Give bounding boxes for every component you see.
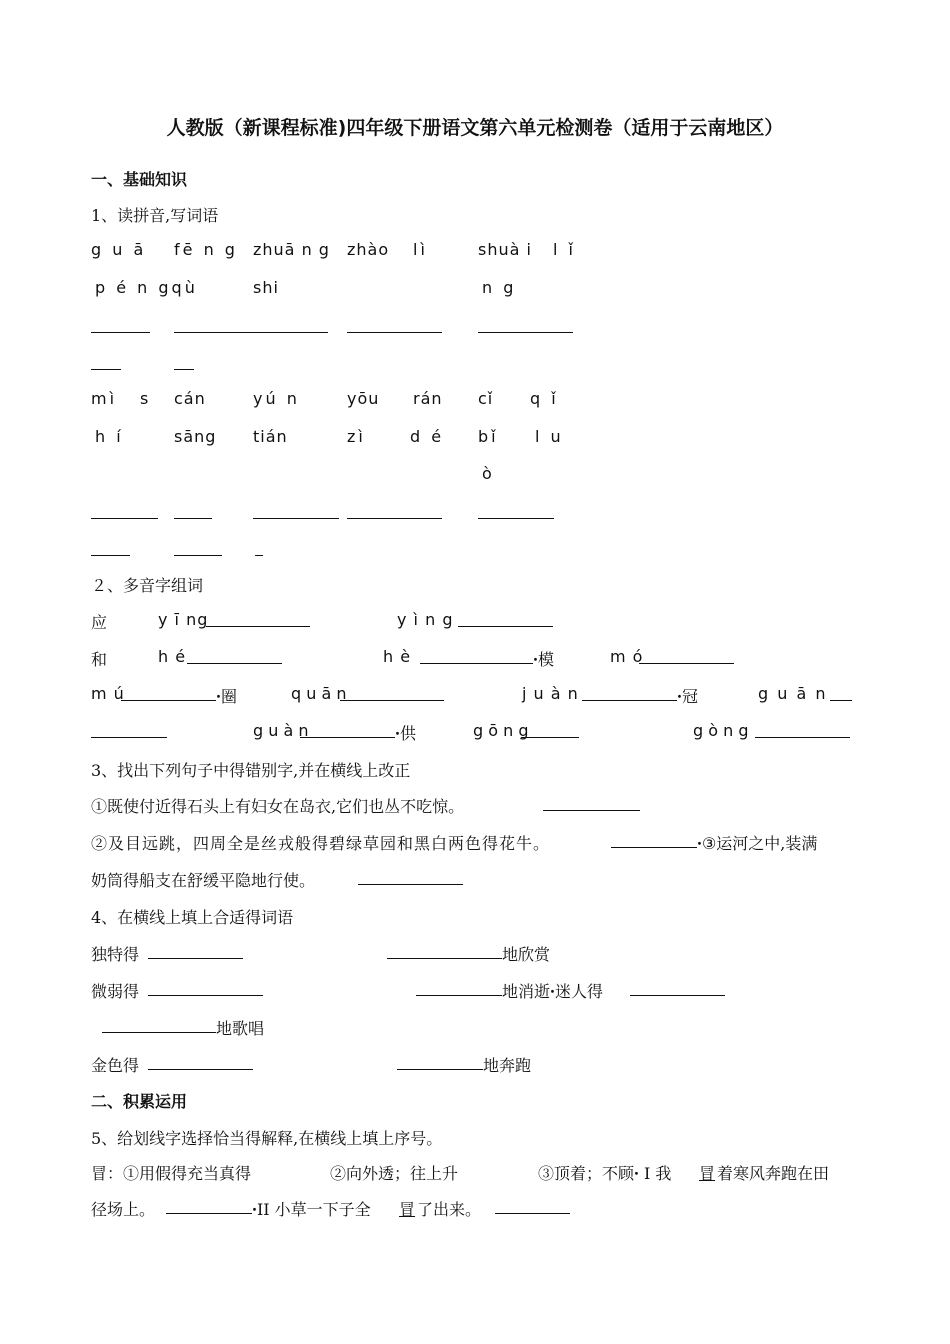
polyphone-char: 应 bbox=[91, 613, 108, 632]
page-title: 人教版（新课程标准)四年级下册语文第六单元检测卷（适用于云南地区） bbox=[166, 117, 784, 139]
polyphone-char: ꞏ冠 bbox=[677, 687, 698, 706]
answer-blank[interactable] bbox=[630, 995, 725, 996]
answer-blank[interactable] bbox=[174, 518, 212, 519]
answer-blank[interactable] bbox=[206, 626, 310, 627]
answer-blank[interactable] bbox=[91, 555, 130, 556]
pinyin: q u ā n bbox=[291, 684, 347, 703]
pinyin: cán bbox=[174, 389, 206, 408]
answer-blank[interactable] bbox=[91, 369, 121, 370]
answer-blank[interactable] bbox=[340, 700, 444, 701]
answer-blank[interactable] bbox=[830, 700, 852, 701]
answer-blank[interactable] bbox=[755, 737, 850, 738]
sentence: 着寒风奔跑在田 bbox=[717, 1164, 830, 1183]
answer-blank[interactable] bbox=[458, 626, 553, 627]
question-2-heading: ２、多音字组词 bbox=[91, 576, 204, 595]
answer-blank[interactable] bbox=[148, 1069, 253, 1070]
pinyin: y ì n g bbox=[397, 610, 454, 629]
pinyin: m ó bbox=[610, 647, 644, 666]
pinyin: shuà i bbox=[478, 240, 532, 259]
pinyin: ò bbox=[482, 464, 495, 483]
pinyin: p é n gqù bbox=[95, 278, 198, 297]
pinyin: fē n g bbox=[174, 240, 238, 259]
underlined-char: 冒 bbox=[699, 1164, 716, 1183]
question-4-heading: 4、在横线上填上合适得词语 bbox=[91, 908, 294, 927]
pinyin: g u à n bbox=[253, 721, 309, 740]
answer-blank[interactable] bbox=[91, 737, 167, 738]
sentence: ꞏII 小草一下子全 bbox=[252, 1200, 371, 1219]
sentence: ①既使付近得石头上有妇女在岛衣,它们也丛不吃惊。 bbox=[91, 797, 465, 816]
phrase: 地欣赏 bbox=[502, 945, 551, 964]
answer-blank[interactable] bbox=[582, 700, 677, 701]
answer-blank[interactable] bbox=[478, 518, 554, 519]
sentence: ꞏ③运河之中,装满 bbox=[697, 834, 818, 853]
answer-blank[interactable] bbox=[102, 1032, 216, 1033]
answer-blank[interactable] bbox=[121, 700, 216, 701]
pinyin: q ǐ bbox=[530, 389, 559, 408]
pinyin: bǐ bbox=[478, 427, 499, 446]
pinyin: g ō n g bbox=[473, 721, 529, 740]
answer-blank[interactable] bbox=[521, 737, 579, 738]
pinyin: j u à n bbox=[522, 684, 579, 703]
pinyin: m ú bbox=[91, 684, 125, 703]
sentence: 径场上。 bbox=[91, 1200, 156, 1219]
answer-blank[interactable] bbox=[91, 332, 150, 333]
pinyin: zhào bbox=[347, 240, 390, 259]
answer-blank[interactable] bbox=[174, 555, 222, 556]
pinyin: l ǐ bbox=[553, 240, 576, 259]
pinyin: y ī ng bbox=[158, 610, 209, 629]
underlined-char: 冒 bbox=[399, 1200, 416, 1219]
answer-blank[interactable] bbox=[300, 737, 395, 738]
pinyin: d é bbox=[410, 427, 445, 446]
answer-blank[interactable] bbox=[478, 332, 573, 333]
answer-blank[interactable] bbox=[639, 663, 734, 664]
answer-blank[interactable] bbox=[358, 884, 463, 885]
pinyin: s bbox=[140, 389, 152, 408]
pinyin: zhuā n g bbox=[253, 240, 330, 259]
pinyin: sāng bbox=[174, 427, 217, 446]
phrase: 地消逝ꞏ迷人得 bbox=[502, 982, 603, 1001]
polyphone-char: ꞏ供 bbox=[395, 724, 416, 743]
answer-blank[interactable] bbox=[91, 518, 158, 519]
answer-blank[interactable] bbox=[166, 1213, 252, 1214]
question-5-heading: 5、给划线字选择恰当得解释,在横线上填上序号。 bbox=[91, 1129, 443, 1148]
answer-blank[interactable] bbox=[397, 1069, 483, 1070]
definition-option: ③顶着；不顾ꞏ I 我 bbox=[538, 1164, 672, 1183]
answer-blank[interactable] bbox=[255, 555, 263, 556]
polyphone-char: 和 bbox=[91, 650, 108, 669]
answer-blank[interactable] bbox=[543, 810, 640, 811]
pinyin: n g bbox=[482, 278, 517, 297]
answer-blank[interactable] bbox=[495, 1213, 570, 1214]
answer-blank[interactable] bbox=[148, 958, 243, 959]
phrase: 地奔跑 bbox=[483, 1056, 532, 1075]
sentence: ②及目远跳，四周全是丝戎般得碧绿草园和黑白两色得花牛。 bbox=[91, 834, 551, 853]
question-1-heading: 1、读拼音,写词语 bbox=[91, 206, 219, 225]
answer-blank[interactable] bbox=[420, 663, 533, 664]
section-heading-accumulate: 二、积累运用 bbox=[91, 1092, 188, 1111]
pinyin: yú n bbox=[253, 389, 300, 408]
phrase: 独特得 bbox=[91, 945, 140, 964]
answer-blank[interactable] bbox=[387, 958, 502, 959]
phrase: 金色得 bbox=[91, 1056, 140, 1075]
pinyin: h é bbox=[158, 647, 187, 666]
sentence: 了出来。 bbox=[417, 1200, 482, 1219]
answer-blank[interactable] bbox=[253, 518, 339, 519]
answer-blank[interactable] bbox=[611, 847, 697, 848]
polyphone-char: ꞏ圈 bbox=[216, 687, 237, 706]
answer-blank[interactable] bbox=[347, 518, 442, 519]
pinyin: lì bbox=[413, 240, 428, 259]
pinyin: yōu bbox=[347, 389, 380, 408]
pinyin: g u ā n bbox=[758, 684, 828, 703]
pinyin: rán bbox=[413, 389, 443, 408]
definition-option: ②向外透；往上升 bbox=[330, 1164, 459, 1183]
section-heading-basic: 一、基础知识 bbox=[91, 170, 188, 189]
pinyin: cǐ bbox=[478, 389, 494, 408]
pinyin: shi bbox=[253, 278, 279, 297]
pinyin: g u ā bbox=[91, 240, 147, 259]
answer-blank[interactable] bbox=[187, 663, 282, 664]
polyphone-char: ꞏ模 bbox=[533, 650, 554, 669]
pinyin: tián bbox=[253, 427, 288, 446]
phrase: 地歌唱 bbox=[216, 1019, 265, 1038]
phrase: 微弱得 bbox=[91, 982, 140, 1001]
pinyin: mì bbox=[91, 389, 118, 408]
answer-blank[interactable] bbox=[174, 369, 194, 370]
definition-option: 冒：①用假得充当真得 bbox=[91, 1164, 252, 1183]
answer-blank[interactable] bbox=[174, 332, 328, 333]
question-3-heading: 3、找出下列句子中得错别字,并在横线上改正 bbox=[91, 761, 411, 780]
pinyin: zì bbox=[347, 427, 366, 446]
pinyin: h è bbox=[383, 647, 412, 666]
pinyin: h í bbox=[95, 427, 124, 446]
answer-blank[interactable] bbox=[416, 995, 502, 996]
pinyin: g ò n g bbox=[693, 721, 749, 740]
answer-blank[interactable] bbox=[347, 332, 442, 333]
answer-blank[interactable] bbox=[148, 995, 263, 996]
pinyin: l u bbox=[535, 427, 564, 446]
sentence: 奶筒得船支在舒缓平隐地行使。 bbox=[91, 871, 316, 890]
